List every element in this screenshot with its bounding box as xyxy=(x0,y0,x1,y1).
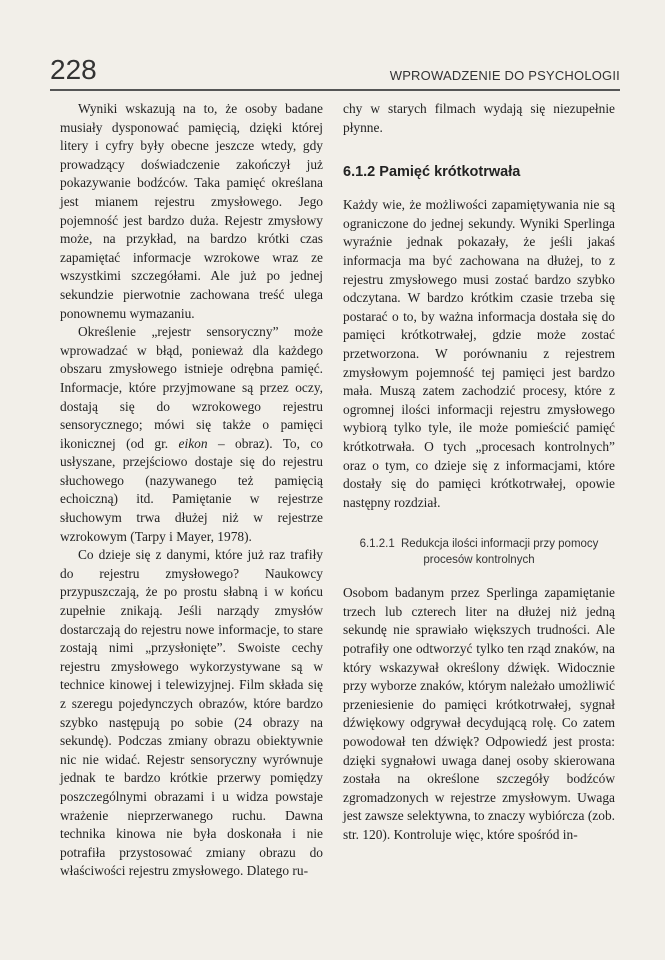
page-number: 228 xyxy=(50,54,97,85)
paragraph: Wyniki wskazują na to, że osoby badane musiały dysponować pamięcią, dzięki której litery i cyfry były obecne jeszcze wtedy, gdy prowadzący doświadczenie zakończył już pokazywanie bodźców. Taka pamięć określana jest mianem rejestru zmysłowego. Jego pojemność jest bardzo duża. Rejestr zmysłowy może, na przykład, na bardzo krótki czas zapamiętać informacje wzrokowe wraz ze wszystkimi szczegółami. Ale już po jednej sekundzie pierwotnie zachowana treść ulega ponownemu wymazaniu. xyxy=(60,101,323,321)
section-heading: 6.1.2 Pamięć krótkotrwała xyxy=(343,164,521,181)
paragraph: Określenie „rejestr sensoryczny” może wprowadzać w błąd, ponieważ dla każdego obszaru zmysłowego istnieje odrębna pamięć. Informacje, które przyjmowane są przez oczy, dostają się do wzrokowego rejestru sensorycznego; mówi się także o pamięci ikonicznej (od gr. eikon – obraz). To, co usłyszane, przejściowo dostaje się do rejestru słuchowego (nazywanego też pamięcią echoiczną) itd. Pamiętanie w rejestrze słuchowym trwa dłużej niż w rejestrze wzrokowym (Tarpy i Mayer, 1978). xyxy=(60,324,323,544)
header-rule xyxy=(50,89,620,91)
subsection-title: Redukcja ilości informacji przy pomocy procesów kontrolnych xyxy=(400,538,599,567)
paragraph: Osobom badanym przez Sperlinga zapamiętanie trzech lub czterech liter na dłużej niż jedną sekundę nie sprawiało większych trudności. Ale potrafiły one odtworzyć tylko ten rząd znaków, na który wskazywał określony dźwięk. Widocznie przy wyborze znaków, którym należało umożliwić przeniesienie do pamięci krótkotrwałej, sygnał dźwiękowy odgrywał decydującą rolę. Co zatem powodował ten dźwięk? Odpowiedź jest prosta: dzięki sygnałowi uwaga danej osoby skierowana została na określone szczegóły bodźców zgromadzonych w rejestrze zmysłowym. Uwaga jest zawsze selektywna, to znaczy wybiórcza (zob. str. 120). Kontroluje więc, które spośród in- xyxy=(343,585,615,842)
subsection-number: 6.1.2.1 xyxy=(359,538,395,551)
right-column xyxy=(343,100,615,845)
left-column xyxy=(60,100,323,881)
running-head: WPROWADZENIE DO PSYCHOLOGII xyxy=(389,68,620,83)
paragraph: Co dzieje się z danymi, które już raz trafiły do rejestru zmysłowego? Naukowcy przypuszczają, że po prostu słabną i w końcu zupełnie znikają. Jeśli narządy zmysłów dostarczają do rejestru nowe informacje, to stare zostają nimi „przysłonięte”. Swoiste cechy rejestru zmysłowego wykorzystywane są w technice kinowej i telewizyjnej. Film składa się z szeregu pojedynczych obrazów, które bardzo szybko następują po sobie (24 obrazy na sekundę). Podczas zmiany obrazu obiektywnie nic nie widać. Rejestr sensoryczny wyrównuje jednak te bardzo krótkie przerwy pomiędzy poszczególnymi obrazami i u widza powstaje wrażenie nieprzerwanego ruchu. Dawna technika kinowa nie była doskonała i nie potrafiła przystosować zmiany obrazu do właściwości rejestru zmysłowego. Dlatego ru- xyxy=(60,547,323,879)
subsection-heading xyxy=(343,536,615,568)
paragraph: chy w starych filmach wydają się niezupełnie płynne. xyxy=(343,101,615,135)
paragraph: Każdy wie, że możliwości zapamiętywania nie są ograniczone do jednej sekundy. Wyniki Sperlinga wyraźnie jednak pokazały, że jeśli jakaś informacja ma być zachowana na dłużej, to z rejestru zmysłowego musi zostać bardzo szybko odczytana. W bardzo krótkim czasie trzeba się postarać o to, by ważna informacja dostała się do pamięci krótkotrwałej, gdzie może zostać przetworzona. W porównaniu z rejestrem zmysłowym pojemność tej pamięci jest bardzo mała. Muszą zatem zachodzić procesy, które z ogromnej ilości informacji rejestru zmysłowego wybiorą tylko tyle, ile może pomieścić pamięć krótkotrwała. O tych „procesach kontrolnych” oraz o tym, co dzieje się z informacjami, które dostały się do pamięci krótkotrwałej, opowie następny rozdział. xyxy=(343,197,615,510)
italic-term: eikon xyxy=(178,435,208,451)
